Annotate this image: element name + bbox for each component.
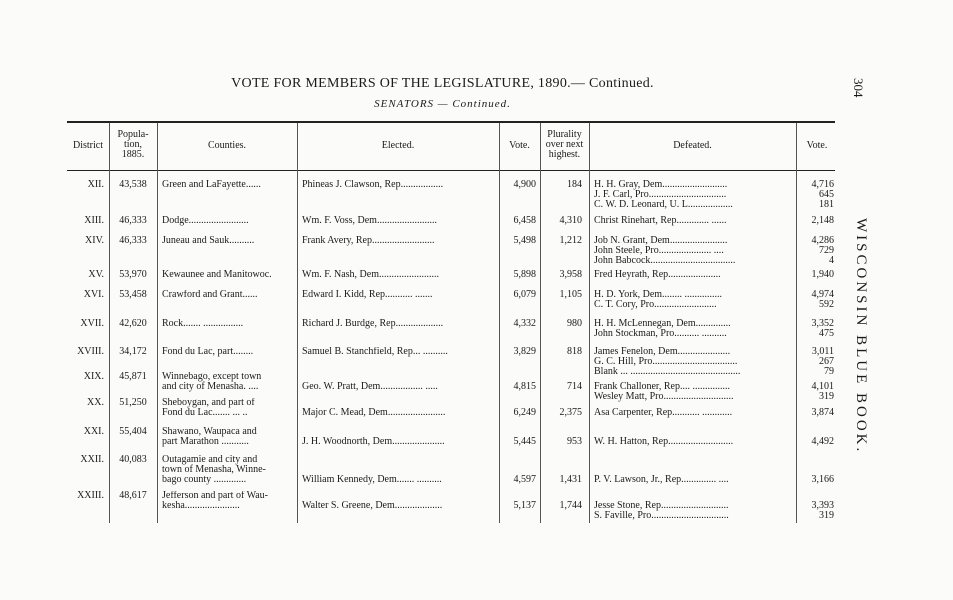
counties-text: Winnebago, except town and city of Menasha. .... [162, 372, 262, 392]
plurality-value: 1,212 [559, 235, 582, 246]
elected-name: Edward I. Kidd, Rep........... ....... [302, 290, 433, 300]
elected-vote: 4,815 [513, 381, 536, 392]
header-rule [67, 170, 835, 171]
defeated-votes: 4,492 [811, 436, 834, 447]
defeated-votes: 3,011 267 79 [811, 346, 834, 377]
district-number: XIX. [83, 371, 104, 382]
elected-vote: 3,829 [513, 346, 536, 357]
defeated-names: Jesse Stone, Rep........................... S. Faville, Pro............................... [594, 501, 729, 521]
population-value: 55,404 [119, 426, 147, 437]
district-number: XVII. [80, 318, 104, 329]
district-number: XVIII. [77, 346, 104, 357]
population-value: 43,538 [119, 179, 147, 190]
defeated-names: Asa Carpenter, Rep........... ............ [594, 408, 733, 418]
district-number: XXI. [83, 426, 104, 437]
population-value: 40,083 [119, 454, 147, 465]
population-value: 34,172 [119, 346, 147, 357]
counties-text: Jefferson and part of Wau- kesha...................... [162, 491, 269, 511]
header-counties: Counties. [207, 140, 247, 151]
defeated-names: P. V. Lawson, Jr., Rep.............. .... [594, 475, 729, 485]
page-title: VOTE FOR MEMBERS OF THE LEGISLATURE, 1890.— Continued. [231, 76, 654, 91]
population-value: 53,970 [119, 269, 147, 280]
page-number: 304 [851, 78, 866, 98]
defeated-votes: 3,352 475 [811, 318, 834, 339]
district-number: XII. [87, 179, 104, 190]
district-number: XXIII. [77, 490, 104, 501]
population-value: 46,333 [119, 235, 147, 246]
population-value: 45,871 [119, 371, 147, 382]
top-rule [67, 121, 835, 123]
defeated-names: James Fenelon, Dem..................... G. C. Hill, Pro.................................. Blank ... ............................................ [594, 347, 741, 377]
elected-name: Wm. F. Nash, Dem........................ [302, 270, 439, 280]
elected-vote: 5,498 [513, 235, 536, 246]
header-defeated: Defeated. [673, 140, 712, 151]
defeated-votes: 4,974 592 [811, 289, 834, 310]
elected-name: Walter S. Greene, Dem................... [302, 501, 443, 511]
defeated-names: W. H. Hatton, Rep.......................... [594, 437, 734, 447]
district-number: XVI. [83, 289, 104, 300]
defeated-names: H. H. Gray, Dem.......................... J. F. Carl, Pro............................... C. W. D. Leonard, U. L.................. [594, 180, 733, 210]
district-number: XIV. [85, 235, 104, 246]
defeated-votes: 4,101 319 [811, 381, 834, 402]
plurality-value: 1,431 [559, 474, 582, 485]
counties-text: Dodge........................ [162, 216, 249, 226]
elected-vote: 5,898 [513, 269, 536, 280]
plurality-value: 714 [567, 381, 582, 392]
counties-text: Sheboygan, and part of Fond du Lac....... ... .. [162, 398, 255, 418]
defeated-names: Frank Challoner, Rep.... ............... Wesley Matt, Pro............................ [594, 382, 734, 402]
elected-vote: 4,900 [513, 179, 536, 190]
column-divider [297, 123, 298, 523]
elected-name: J. H. Woodnorth, Dem..................... [302, 437, 445, 447]
defeated-votes: 4,716 645 181 [811, 179, 834, 210]
district-number: XXII. [80, 454, 104, 465]
elected-name: Geo. W. Pratt, Dem................. ..... [302, 382, 438, 392]
plurality-value: 3,958 [559, 269, 582, 280]
plurality-value: 953 [567, 436, 582, 447]
defeated-votes: 3,874 [811, 407, 834, 418]
plurality-value: 184 [567, 179, 582, 190]
counties-text: Shawano, Waupaca and part Marathon ........... [162, 427, 257, 447]
elected-vote: 4,332 [513, 318, 536, 329]
defeated-names: H. D. York, Dem........ ............... C. T. Cory, Pro......................... [594, 290, 723, 310]
header-vote: Vote. [509, 140, 530, 151]
elected-name: Samuel B. Stanchfield, Rep... .......... [302, 347, 448, 357]
plurality-value: 1,105 [559, 289, 582, 300]
column-divider [157, 123, 158, 523]
defeated-votes: 4,286 729 4 [811, 235, 834, 266]
elected-vote: 5,445 [513, 436, 536, 447]
defeated-names: Christ Rinehart, Rep............. ...... [594, 216, 727, 226]
elected-name: Phineas J. Clawson, Rep................. [302, 180, 444, 190]
population-value: 48,617 [119, 490, 147, 501]
header-population: Popula- tion, 1885. [117, 129, 149, 160]
elected-name: Frank Avery, Rep......................... [302, 236, 435, 246]
header-plurality: Plurality over next highest. [545, 129, 584, 160]
counties-text: Juneau and Sauk.......... [162, 236, 255, 246]
elected-vote: 6,458 [513, 215, 536, 226]
population-value: 42,620 [119, 318, 147, 329]
section-subtitle: SENATORS — Continued. [374, 98, 511, 110]
counties-text: Crawford and Grant...... [162, 290, 258, 300]
counties-text: Fond du Lac, part........ [162, 347, 254, 357]
defeated-votes: 3,393 319 [811, 500, 834, 521]
counties-text: Rock....... ................ [162, 319, 244, 329]
elected-name: Wm. F. Voss, Dem........................ [302, 216, 437, 226]
plurality-value: 2,375 [559, 407, 582, 418]
population-value: 46,333 [119, 215, 147, 226]
elected-vote: 6,249 [513, 407, 536, 418]
defeated-votes: 1,940 [811, 269, 834, 280]
district-number: XX. [87, 397, 104, 408]
header-defeated-vote: Vote. [806, 140, 828, 151]
header-elected: Elected. [381, 140, 415, 151]
population-value: 51,250 [119, 397, 147, 408]
elected-name: William Kennedy, Dem....... .......... [302, 475, 442, 485]
running-head: WISCONSIN BLUE BOOK. [853, 218, 869, 455]
counties-text: Kewaunee and Manitowoc. [162, 270, 272, 280]
defeated-names: Fred Heyrath, Rep..................... [594, 270, 721, 280]
plurality-value: 1,744 [559, 500, 582, 511]
elected-vote: 5,137 [513, 500, 536, 511]
defeated-votes: 2,148 [811, 215, 834, 226]
defeated-names: Job N. Grant, Dem....................... John Steele, Pro..................... .... John Babcock.................................. [594, 236, 736, 266]
defeated-names: H. H. McLennegan, Dem.............. John Stockman, Pro.......... .......... [594, 319, 731, 339]
defeated-votes: 3,166 [811, 474, 834, 485]
district-number: XV. [88, 269, 104, 280]
district-number: XIII. [84, 215, 104, 226]
elected-vote: 4,597 [513, 474, 536, 485]
counties-text: Outagamie and city and town of Menasha, Winne- bago county ............. [162, 455, 266, 485]
plurality-value: 980 [567, 318, 582, 329]
plurality-value: 4,310 [559, 215, 582, 226]
column-divider [589, 123, 590, 523]
elected-name: Richard J. Burdge, Rep................... [302, 319, 444, 329]
elected-vote: 6,079 [513, 289, 536, 300]
population-value: 53,458 [119, 289, 147, 300]
header-district: District [73, 140, 103, 151]
plurality-value: 818 [567, 346, 582, 357]
elected-name: Major C. Mead, Dem....................... [302, 408, 446, 418]
counties-text: Green and LaFayette...... [162, 180, 261, 190]
